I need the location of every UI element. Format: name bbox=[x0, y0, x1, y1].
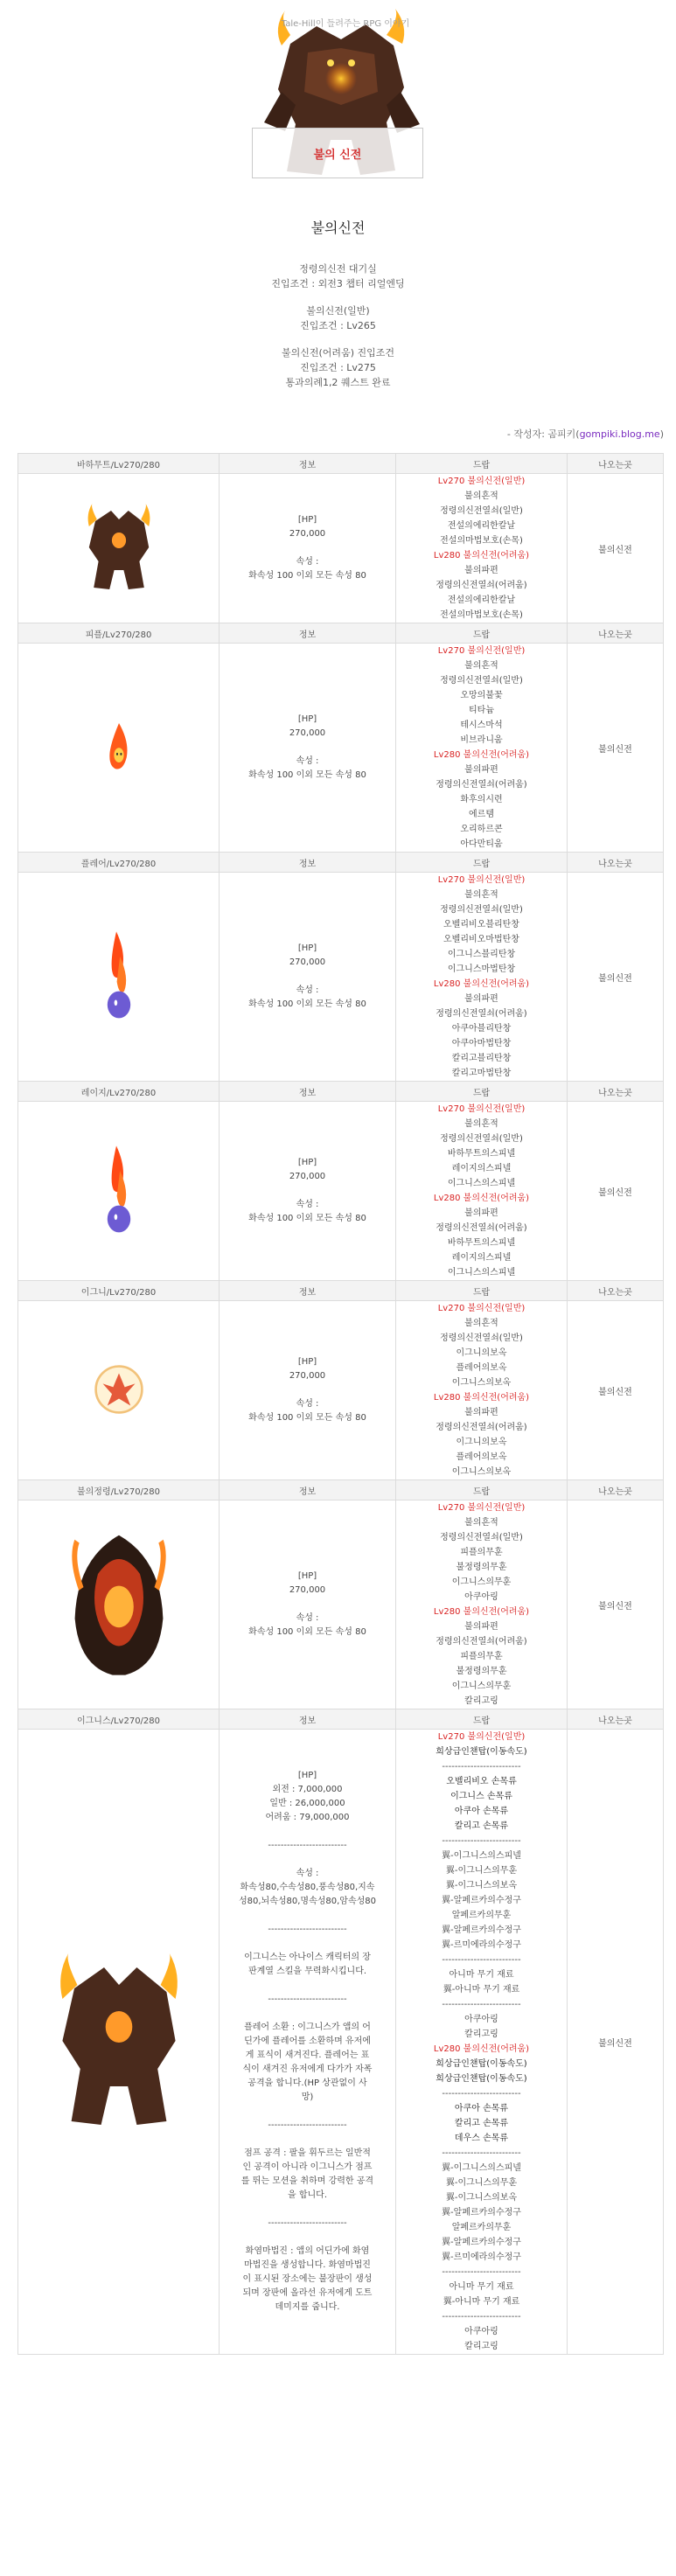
monster-image-cell bbox=[18, 1730, 220, 2355]
drop-item: 정령의신전열쇠(어려움) bbox=[436, 1637, 527, 1647]
info-line: [HP] bbox=[297, 714, 317, 724]
info-header: 정보 bbox=[220, 1082, 396, 1102]
drop-item: 이그니의보옥 bbox=[456, 1348, 507, 1358]
drop-item: 오망의불꽃 bbox=[460, 691, 503, 700]
drop-item: 레이지의스피넬 bbox=[451, 1164, 512, 1173]
info-line: 성80,뇌속성80,명속성80,암속성80 bbox=[238, 1897, 377, 1906]
drop-header: 드랍 bbox=[396, 1709, 568, 1730]
drop-item: 이그니스블리탄창 bbox=[447, 950, 516, 959]
monster-location-cell: 불의신전 bbox=[568, 873, 664, 1082]
drop-item: 이그니스의보옥 bbox=[451, 1467, 512, 1477]
drop-item: 정령의신전열쇠(일반) bbox=[440, 905, 523, 915]
info-line: 270,000 bbox=[289, 1172, 326, 1181]
monster-row bbox=[18, 644, 664, 853]
drop-item: ------------------------- bbox=[442, 2089, 521, 2099]
difficulty-label: Lv270 불의신전(일반) bbox=[437, 875, 526, 885]
drop-item: 비브라니움 bbox=[460, 735, 503, 745]
drop-item: 翼-알페르카의수정구 bbox=[442, 2208, 521, 2217]
info-line: 속성 : bbox=[296, 557, 319, 567]
drop-item: 이그니스의스피넬 bbox=[447, 1268, 516, 1278]
drop-header: 드랍 bbox=[396, 853, 568, 873]
monster-info-cell bbox=[220, 1301, 396, 1480]
location-header: 나오는곳 bbox=[568, 623, 664, 644]
location-header: 나오는곳 bbox=[568, 1480, 664, 1500]
info-line bbox=[223, 1937, 392, 1951]
drop-item: ------------------------- bbox=[442, 2148, 521, 2158]
drop-item: 翼-이그니스의무훈 bbox=[445, 2178, 518, 2188]
monster-drops-cell bbox=[396, 644, 568, 853]
info-line: 판계열 스킬을 무력화시킵니다. bbox=[247, 1967, 367, 1976]
location-header: 나오는곳 bbox=[568, 1082, 664, 1102]
drop-item: 정령의신전열쇠(어려움) bbox=[436, 1423, 527, 1432]
info-line: 270,000 bbox=[289, 1371, 326, 1381]
drop-item: 희상급인챈탑(이동속도) bbox=[436, 1747, 527, 1757]
drop-item: 불의흔적 bbox=[464, 1319, 498, 1328]
monster-name-header: 이그니/Lv270/280 bbox=[18, 1281, 220, 1301]
info-line: 점프 공격 : 팔을 휘두르는 일반적 bbox=[244, 2148, 371, 2158]
drop-item: 이그니스의무훈 bbox=[451, 1681, 512, 1691]
drop-item: 레이지의스피넬 bbox=[451, 1253, 512, 1263]
drop-item: 칼리고링 bbox=[464, 2342, 498, 2351]
info-line: 마법진을 생성합니다. 화염마법진 bbox=[244, 2260, 371, 2270]
info-line: 화속성 100 이외 모든 속성 80 bbox=[248, 770, 366, 780]
monster-location-cell: 불의신전 bbox=[568, 1102, 664, 1281]
info-line: [HP] bbox=[297, 1158, 317, 1167]
info-line: 플레어 소환 : 이그니스가 앱의 어 bbox=[244, 2023, 371, 2032]
info-header: 정보 bbox=[220, 853, 396, 873]
intro-line: 진입조건 : Lv275 bbox=[300, 362, 376, 373]
drop-header: 드랍 bbox=[396, 454, 568, 474]
monster-sprite bbox=[90, 1361, 148, 1418]
intro-line: 진입조건 : Lv265 bbox=[300, 320, 376, 331]
drop-item: ------------------------- bbox=[442, 2000, 521, 2009]
drop-item: 정령의신전열쇠(어려움) bbox=[436, 581, 527, 590]
info-header: 정보 bbox=[220, 1281, 396, 1301]
monster-location-cell: 불의신전 bbox=[568, 1730, 664, 2355]
info-line: 를 뛰는 모션을 취하며 강력한 공격 bbox=[240, 2176, 374, 2186]
info-line: 270,000 bbox=[289, 728, 326, 738]
drop-item: 정령의신전열쇠(일반) bbox=[440, 1533, 523, 1542]
table-header-row bbox=[18, 623, 664, 644]
drop-item: ------------------------- bbox=[442, 1955, 521, 1965]
monster-drops-cell bbox=[396, 1730, 568, 2355]
difficulty-label: Lv270 불의신전(일반) bbox=[437, 1503, 526, 1513]
info-line: 화속성 100 이외 모든 속성 80 bbox=[248, 1214, 366, 1223]
fire-temple-button[interactable]: 불의 신전 bbox=[252, 128, 423, 178]
info-line: 속성 : bbox=[296, 756, 319, 766]
info-line: ------------------------- bbox=[268, 2218, 347, 2228]
drop-item: 翼-아니마 무기 재료 bbox=[443, 2297, 520, 2307]
info-line bbox=[223, 1909, 392, 1923]
monster-name-header: 플레어/Lv270/280 bbox=[18, 853, 220, 873]
monster-drops-cell bbox=[396, 1102, 568, 1281]
info-line: 이 표시된 장소에는 불장판이 생성 bbox=[242, 2274, 373, 2284]
intro-line: 불의신전(어려움) 진입조건 bbox=[282, 347, 394, 359]
drop-item: ------------------------- bbox=[442, 1762, 521, 1772]
drop-item: 플레어의보옥 bbox=[456, 1452, 507, 1462]
monster-name-header: 피플/Lv270/280 bbox=[18, 623, 220, 644]
drop-item: 피플의무훈 bbox=[460, 1652, 503, 1661]
drop-item: 이그니스마법탄창 bbox=[447, 964, 516, 974]
info-line bbox=[223, 2231, 392, 2245]
drop-item: 翼-아니마 무기 재료 bbox=[443, 1985, 520, 1995]
drop-item: 翼-알페르카의수정구 bbox=[442, 2238, 521, 2247]
intro-line: 불의신전(일반) bbox=[306, 305, 370, 317]
info-line: 270,000 bbox=[289, 1585, 326, 1595]
difficulty-label: Lv280 불의신전(어려움) bbox=[433, 1393, 530, 1403]
drop-item: 아쿠아링 bbox=[464, 1592, 498, 1602]
drop-item: 翼-이그니스의무훈 bbox=[445, 1866, 518, 1876]
info-line: 속성 : bbox=[296, 1869, 319, 1878]
monster-info-cell bbox=[220, 1102, 396, 1281]
info-line bbox=[223, 1979, 392, 1993]
drop-item: 화후의시련 bbox=[460, 795, 503, 804]
info-line: 데미지를 줍니다. bbox=[275, 2302, 340, 2312]
info-line: [HP] bbox=[297, 1771, 317, 1780]
drop-item: 불의흔적 bbox=[464, 1518, 498, 1528]
drop-item: 불의흔적 bbox=[464, 661, 498, 671]
drop-item: 翼-알페르카의수정구 bbox=[442, 1896, 521, 1905]
drop-item: 바하무트의스피넬 bbox=[447, 1238, 516, 1248]
info-line: 어려움 : 79,000,000 bbox=[265, 1813, 350, 1822]
info-line: 외전 : 7,000,000 bbox=[272, 1785, 343, 1794]
location-header: 나오는곳 bbox=[568, 454, 664, 474]
drop-item: 아니마 무기 재료 bbox=[449, 2282, 514, 2292]
table-header-row bbox=[18, 1480, 664, 1500]
drop-item: 이그니의보옥 bbox=[456, 1438, 507, 1447]
monster-image-cell bbox=[18, 474, 220, 623]
drop-item: 칼리고링 bbox=[464, 2029, 498, 2039]
monster-row bbox=[18, 1102, 664, 1281]
drop-item: 정령의신전열쇠(일반) bbox=[440, 676, 523, 686]
info-line: 공격을 합니다.(HP 상관없이 사 bbox=[247, 2078, 367, 2088]
difficulty-label: Lv280 불의신전(어려움) bbox=[433, 979, 530, 989]
location-header: 나오는곳 bbox=[568, 1281, 664, 1301]
info-line: 속성 : bbox=[296, 1399, 319, 1409]
info-line: 속성 : bbox=[296, 1200, 319, 1209]
drop-item: 정령의신전열쇠(어려움) bbox=[436, 780, 527, 790]
drop-item: 翼-이그니스의보옥 bbox=[445, 1881, 518, 1890]
monster-drops-cell bbox=[396, 1500, 568, 1709]
info-line: 속성 : bbox=[296, 985, 319, 995]
info-header: 정보 bbox=[220, 454, 396, 474]
info-line: 이그니스는 아나이스 캐릭터의 장 bbox=[244, 1953, 371, 1962]
drop-item: 불의파편 bbox=[464, 994, 498, 1004]
info-line: ------------------------- bbox=[268, 2120, 347, 2130]
drop-item: 바하무트의스피넬 bbox=[447, 1149, 516, 1159]
info-line bbox=[223, 2007, 392, 2021]
hero-banner bbox=[0, 0, 676, 185]
blog-tagline: Tale-Hill이 들려주는 RPG 이야기 bbox=[281, 19, 410, 29]
monster-image-cell bbox=[18, 1301, 220, 1480]
info-line: 인 공격이 아니라 이그니스가 점프 bbox=[242, 2162, 373, 2172]
info-line: 을 합니다. bbox=[288, 2190, 327, 2200]
drop-item: 칼리고마법탄창 bbox=[451, 1069, 512, 1078]
drop-item: 이그니스 손목류 bbox=[450, 1792, 512, 1801]
table-header-row bbox=[18, 1709, 664, 1730]
drop-item: 정령의신전열쇠(어려움) bbox=[436, 1009, 527, 1019]
location-header: 나오는곳 bbox=[568, 853, 664, 873]
monster-sprite bbox=[101, 721, 136, 773]
info-line: [HP] bbox=[297, 1357, 317, 1367]
info-line bbox=[223, 1184, 392, 1198]
info-line: 화속성 100 이외 모든 속성 80 bbox=[248, 571, 366, 581]
drop-item: 불의파편 bbox=[464, 566, 498, 575]
difficulty-label: Lv280 불의신전(어려움) bbox=[433, 750, 530, 760]
drop-item: 정령의신전열쇠(일반) bbox=[440, 506, 523, 516]
info-line: 망) bbox=[301, 2092, 314, 2102]
info-line: 화속성80,수속성80,풍속성80,지속 bbox=[240, 1883, 375, 1892]
info-line: 270,000 bbox=[289, 529, 326, 539]
drop-item: 전설의에리한칼날 bbox=[447, 521, 516, 531]
monster-row bbox=[18, 1500, 664, 1709]
drop-item: 정령의신전열쇠(일반) bbox=[440, 1333, 523, 1343]
drop-item: ------------------------- bbox=[442, 2267, 521, 2277]
drop-item: 翼-르미에라의수정구 bbox=[442, 1940, 521, 1950]
drop-item: 알페르카의무훈 bbox=[451, 1911, 512, 1920]
info-line: 속성 : bbox=[296, 1613, 319, 1623]
drop-item: 아쿠아마법탄창 bbox=[451, 1039, 512, 1048]
drop-item: 아쿠아링 bbox=[464, 2327, 498, 2336]
author-credit bbox=[507, 427, 664, 441]
monster-row bbox=[18, 1301, 664, 1480]
difficulty-label: Lv270 불의신전(일반) bbox=[437, 1104, 526, 1114]
monster-table bbox=[17, 453, 664, 2355]
drop-item: 테시스마석 bbox=[460, 721, 503, 730]
info-header: 정보 bbox=[220, 1480, 396, 1500]
drop-item: 불정령의무훈 bbox=[456, 1667, 507, 1676]
drop-item: 오리하르콘 bbox=[460, 825, 503, 834]
monster-name-header: 바하무트/Lv270/280 bbox=[18, 454, 220, 474]
drop-item: 오벨리비오블리탄창 bbox=[443, 920, 519, 929]
info-line: 딘가에 플레어를 소환하며 유저에 bbox=[244, 2036, 371, 2046]
drop-item: 데우스 손목류 bbox=[454, 2134, 509, 2143]
monster-drops-cell bbox=[396, 1301, 568, 1480]
info-line: 되며 장판에 올라선 유저에게 도트 bbox=[242, 2288, 373, 2298]
drop-item: 불정령의무훈 bbox=[456, 1563, 507, 1572]
drop-item: 티타늄 bbox=[469, 706, 494, 715]
monster-image-cell bbox=[18, 873, 220, 1082]
info-line bbox=[223, 1825, 392, 1839]
info-line: 화염마법진 : 앱의 어딘가에 화염 bbox=[245, 2246, 370, 2256]
drop-item: 翼-이그니스의보옥 bbox=[445, 2193, 518, 2203]
drop-item: 翼-이그니스의스피넬 bbox=[442, 2163, 521, 2173]
info-line: [HP] bbox=[297, 515, 317, 525]
drop-item: 불의흔적 bbox=[464, 890, 498, 900]
difficulty-label: Lv270 불의신전(일반) bbox=[437, 1304, 526, 1313]
difficulty-label: Lv270 불의신전(일반) bbox=[437, 646, 526, 656]
author-prefix: - 작성자: 곰피키( bbox=[506, 428, 580, 440]
drop-item: 아쿠아 손목류 bbox=[454, 2104, 509, 2113]
info-line: 일반 : 26,000,000 bbox=[269, 1799, 345, 1808]
info-line: ------------------------- bbox=[268, 1995, 347, 2004]
drop-item: 불의흔적 bbox=[464, 1119, 498, 1129]
info-line: 화속성 100 이외 모든 속성 80 bbox=[248, 1627, 366, 1637]
drop-item: 이그니스의무훈 bbox=[451, 1577, 512, 1587]
monster-info-cell bbox=[220, 1500, 396, 1709]
drop-item: 翼-알페르카의수정구 bbox=[442, 1925, 521, 1935]
drop-item: 희상급인챈탑(이동속도) bbox=[436, 2074, 527, 2084]
drop-item: 불의파편 bbox=[464, 1622, 498, 1632]
monster-info-cell bbox=[220, 644, 396, 853]
monster-sprite bbox=[66, 1529, 171, 1678]
drop-item: 翼-르미에라의수정구 bbox=[442, 2252, 521, 2262]
drop-item: 정령의신전열쇠(일반) bbox=[440, 1134, 523, 1144]
monster-image-cell bbox=[18, 1102, 220, 1281]
drop-item: 칼리고링 bbox=[464, 1696, 498, 1706]
drop-item: 불의파편 bbox=[464, 765, 498, 775]
monster-info-cell bbox=[220, 474, 396, 623]
monster-image-cell bbox=[18, 644, 220, 853]
info-line: ------------------------- bbox=[268, 1841, 347, 1850]
info-line: 식이 새겨진 유저에게 다가가 자폭 bbox=[242, 2064, 373, 2074]
info-line bbox=[223, 2203, 392, 2217]
info-line bbox=[223, 2133, 392, 2147]
monster-info-cell bbox=[220, 873, 396, 1082]
drop-item: 불의흔적 bbox=[464, 491, 498, 501]
author-suffix: ) bbox=[659, 428, 664, 440]
info-header: 정보 bbox=[220, 1709, 396, 1730]
difficulty-label: Lv280 불의신전(어려움) bbox=[433, 1607, 530, 1617]
info-header: 정보 bbox=[220, 623, 396, 644]
location-header: 나오는곳 bbox=[568, 1709, 664, 1730]
table-header-row bbox=[18, 1082, 664, 1102]
monster-image-cell bbox=[18, 1500, 220, 1709]
monster-location-cell: 불의신전 bbox=[568, 1500, 664, 1709]
monster-row bbox=[18, 873, 664, 1082]
drop-item: 아쿠아블리탄창 bbox=[451, 1024, 512, 1034]
monster-location-cell: 불의신전 bbox=[568, 1301, 664, 1480]
info-line: 화속성 100 이외 모든 속성 80 bbox=[248, 1413, 366, 1423]
drop-header: 드랍 bbox=[396, 1082, 568, 1102]
drop-item: 이그니스의보옥 bbox=[451, 1378, 512, 1388]
intro-line: 통과의례1,2 퀘스트 완료 bbox=[285, 377, 391, 388]
drop-item: ------------------------- bbox=[442, 2312, 521, 2322]
drop-item: 오벨리비오 손목류 bbox=[446, 1777, 517, 1786]
monster-info-cell bbox=[220, 1730, 396, 2355]
difficulty-label: Lv280 불의신전(어려움) bbox=[433, 1194, 530, 1203]
info-line bbox=[223, 970, 392, 984]
monster-row bbox=[18, 474, 664, 623]
drop-item: 전설의에리한칼날 bbox=[447, 595, 516, 605]
difficulty-label: Lv280 불의신전(어려움) bbox=[433, 2044, 530, 2054]
info-line bbox=[223, 1383, 392, 1397]
intro-section bbox=[0, 201, 676, 390]
intro-line: 진입조건 : 외전3 챕터 리얼엔딩 bbox=[271, 278, 405, 289]
info-line: 게 표식이 새겨진다. 플레어는 표 bbox=[245, 2050, 370, 2060]
info-line: [HP] bbox=[297, 1571, 317, 1581]
drop-item: 희상급인챈탑(이동속도) bbox=[436, 2059, 527, 2069]
drop-header: 드랍 bbox=[396, 1480, 568, 1500]
info-line bbox=[223, 1853, 392, 1867]
drop-item: 아니마 무기 재료 bbox=[449, 1970, 514, 1980]
monster-sprite bbox=[80, 504, 158, 591]
drop-item: 翼-이그니스의스피넬 bbox=[442, 1851, 521, 1861]
drop-item: 오벨리비오마법탄창 bbox=[443, 935, 519, 944]
info-line bbox=[223, 1598, 392, 1612]
info-line: ------------------------- bbox=[268, 1925, 347, 1934]
drop-item: 칼리고블리탄창 bbox=[451, 1054, 512, 1063]
monster-location-cell: 불의신전 bbox=[568, 474, 664, 623]
monster-name-header: 불의정령/Lv270/280 bbox=[18, 1480, 220, 1500]
monster-name-header: 이그니스/Lv270/280 bbox=[18, 1709, 220, 1730]
difficulty-label: Lv270 불의신전(일반) bbox=[437, 477, 526, 486]
info-line: [HP] bbox=[297, 943, 317, 953]
author-blog-link[interactable]: gompiki.blog.me bbox=[579, 428, 660, 440]
drop-item: 전설의마법보호(손목) bbox=[440, 610, 523, 620]
drop-item: 정령의신전열쇠(어려움) bbox=[436, 1223, 527, 1233]
drop-item: 이그니스의스피넬 bbox=[447, 1179, 516, 1188]
monster-location-cell: 불의신전 bbox=[568, 644, 664, 853]
monster-drops-cell bbox=[396, 873, 568, 1082]
difficulty-label: Lv280 불의신전(어려움) bbox=[433, 551, 530, 560]
info-line bbox=[223, 741, 392, 755]
monster-drops-cell bbox=[396, 474, 568, 623]
table-header-row bbox=[18, 454, 664, 474]
intro-line: 정령의신전 대기실 bbox=[299, 263, 377, 275]
monster-sprite bbox=[93, 928, 145, 1024]
drop-item: 아다만티움 bbox=[460, 839, 503, 849]
info-line bbox=[223, 2105, 392, 2119]
drop-item: 아쿠아링 bbox=[464, 2015, 498, 2024]
drop-item: 불의파편 bbox=[464, 1208, 498, 1218]
page-title: 불의신전 bbox=[310, 219, 366, 236]
table-header-row bbox=[18, 853, 664, 873]
drop-item: 칼리고 손목류 bbox=[454, 2119, 509, 2128]
drop-header: 드랍 bbox=[396, 623, 568, 644]
drop-item: 불의파편 bbox=[464, 1408, 498, 1417]
drop-item: 아쿠아 손목류 bbox=[454, 1807, 509, 1816]
monster-sprite bbox=[93, 1142, 145, 1238]
info-line: 화속성 100 이외 모든 속성 80 bbox=[248, 999, 366, 1009]
monster-name-header: 레이지/Lv270/280 bbox=[18, 1082, 220, 1102]
monster-row bbox=[18, 1730, 664, 2355]
drop-item: ------------------------- bbox=[442, 1836, 521, 1846]
drop-item: 전설의마법보호(손목) bbox=[440, 536, 523, 546]
monster-sprite bbox=[45, 1953, 193, 2128]
difficulty-label: Lv270 불의신전(일반) bbox=[437, 1732, 526, 1742]
info-line bbox=[223, 541, 392, 555]
table-header-row bbox=[18, 1281, 664, 1301]
drop-header: 드랍 bbox=[396, 1281, 568, 1301]
info-line: 270,000 bbox=[289, 957, 326, 967]
drop-item: 플레어의보옥 bbox=[456, 1363, 507, 1373]
drop-item: 칼리고 손목류 bbox=[454, 1821, 509, 1831]
drop-item: 에르템 bbox=[469, 810, 494, 819]
drop-item: 피플의무훈 bbox=[460, 1548, 503, 1557]
drop-item: 알페르카의무훈 bbox=[451, 2223, 512, 2232]
